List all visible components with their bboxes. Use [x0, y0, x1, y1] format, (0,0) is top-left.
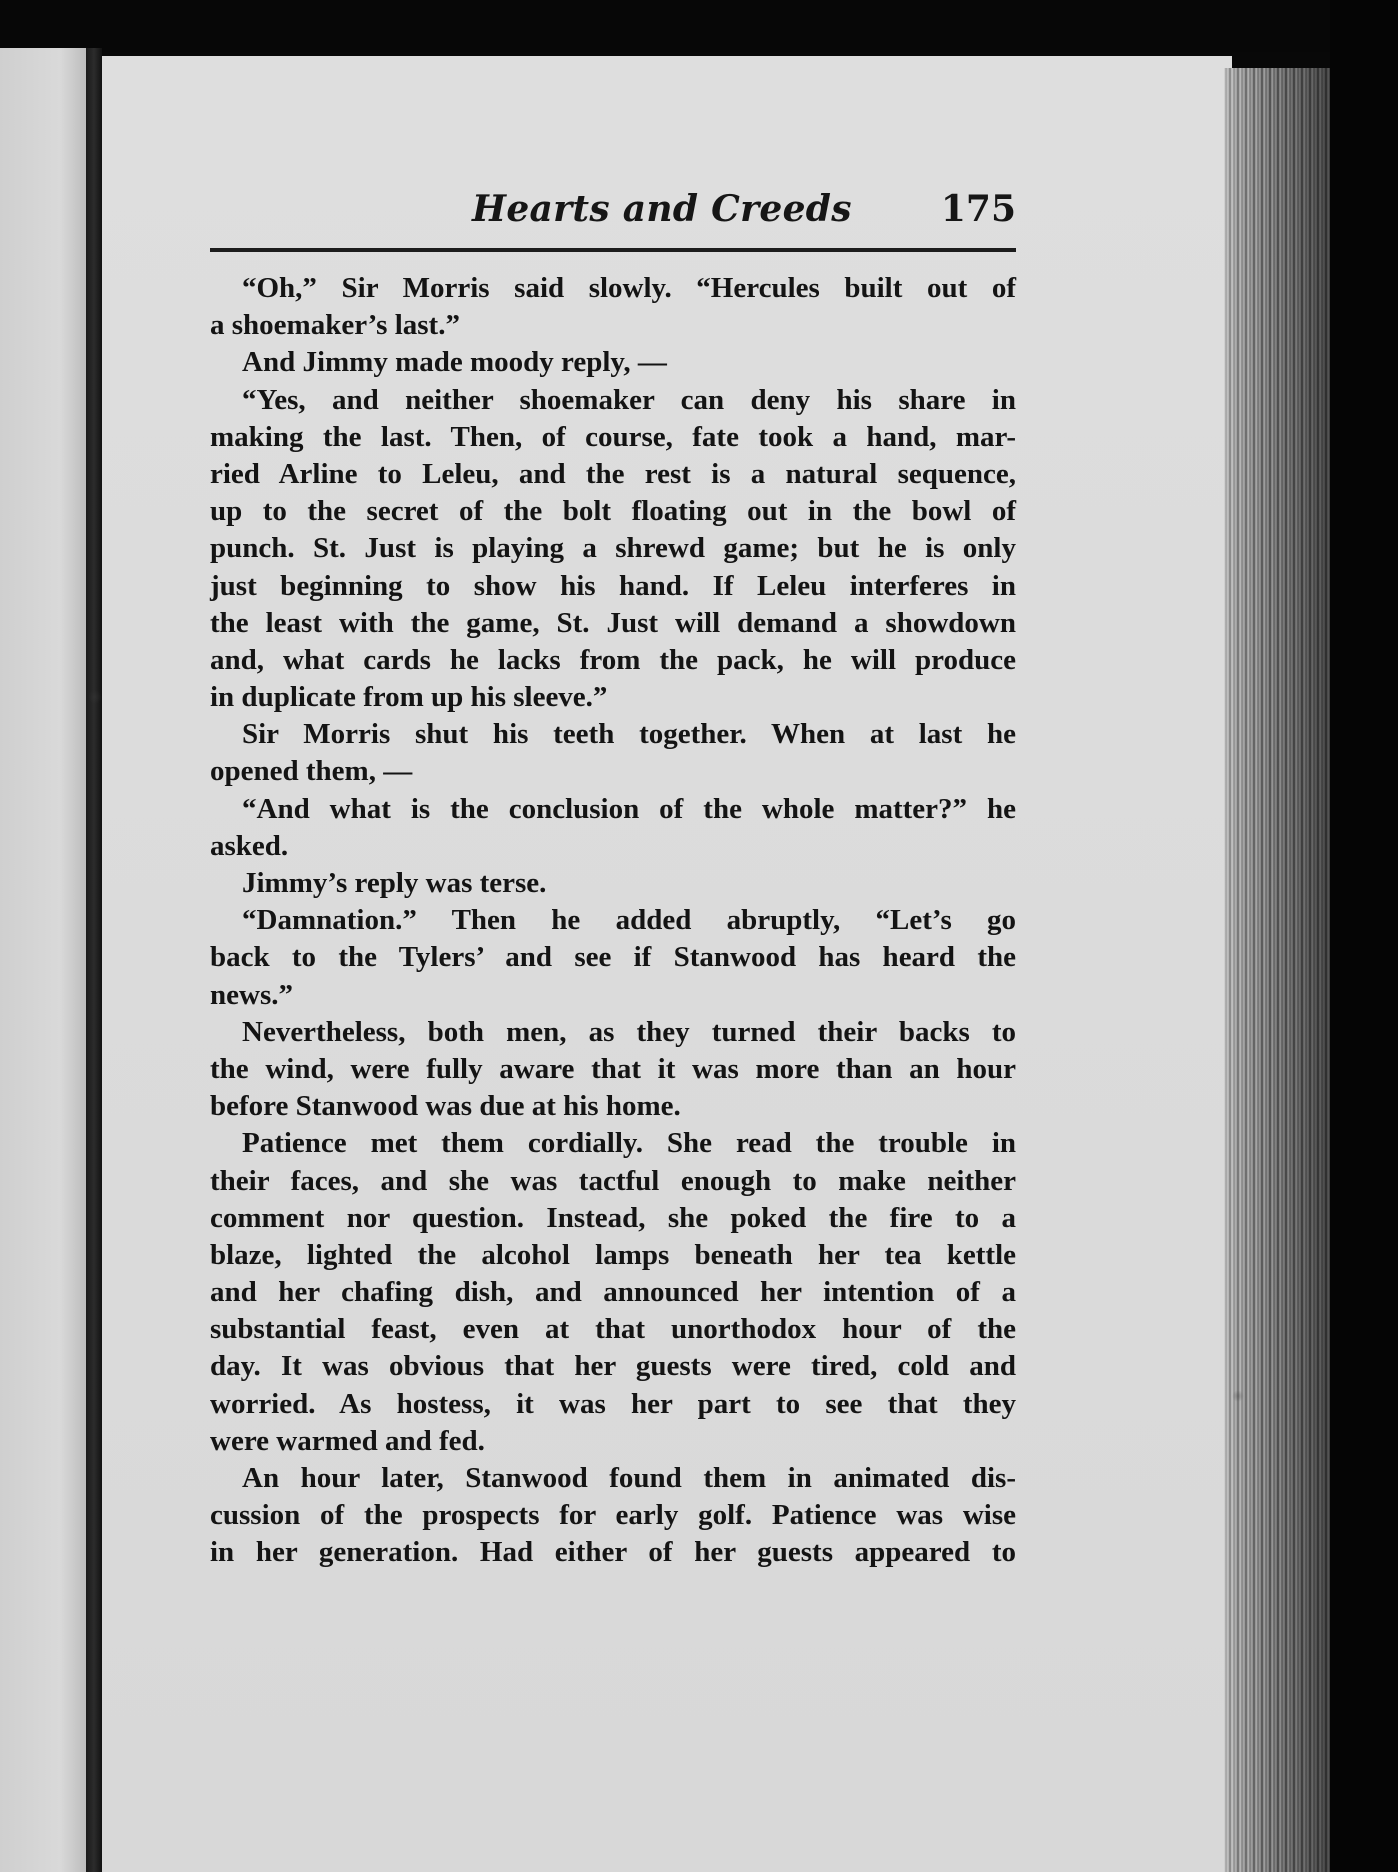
text-line: up to the secret of the bolt floating out in the bowl of	[210, 495, 1016, 528]
scan-right-border	[1330, 0, 1398, 1872]
text-line: “Oh,” Sir Morris said slowly. “Hercules built out of	[242, 272, 1016, 304]
book-gutter	[86, 48, 102, 1872]
text-line: were warmed and fed.	[210, 1424, 485, 1457]
text-line: cussion of the prospects for early golf. Patience was wise	[210, 1499, 1016, 1532]
text-line: the least with the game, St. Just will demand a showdown	[210, 606, 1016, 639]
text-line: making the last. Then, of course, fate took a hand, mar-	[210, 420, 1016, 453]
text-line: the wind, were fully aware that it was more than an hour	[210, 1052, 1016, 1085]
text-line: substantial feast, even at that unorthodox hour of the	[210, 1313, 1016, 1346]
facing-page-edge	[0, 48, 86, 1872]
text-line: ried Arline to Leleu, and the rest is a natural sequence,	[210, 457, 1016, 490]
running-header	[210, 188, 1016, 238]
text-line: worried. As hostess, it was her part to see that they	[210, 1387, 1016, 1420]
scan-top-border	[0, 0, 1398, 52]
page-edge-shadow	[1224, 68, 1330, 1872]
text-line: Nevertheless, both men, as they turned their backs to	[242, 1015, 1016, 1048]
text-line: asked.	[210, 829, 289, 862]
text-line: and, what cards he lacks from the pack, he will produce	[210, 643, 1016, 676]
text-line: And Jimmy made moody reply, —	[242, 346, 667, 379]
text-line: Sir Morris shut his teeth together. When at last he	[242, 718, 1016, 751]
text-line: “And what is the conclusion of the whole matter?” he	[242, 792, 1016, 825]
text-line: comment nor question. Instead, she poked the fire to a	[210, 1201, 1016, 1234]
page-number: 175	[940, 188, 1016, 230]
text-line: news.”	[210, 978, 293, 1011]
text-line: opened them, —	[210, 755, 413, 788]
text-line: day. It was obvious that her guests were tired, cold and	[210, 1350, 1016, 1383]
scan-speck	[1232, 1390, 1244, 1402]
text-line: and her chafing dish, and announced her intention of a	[210, 1276, 1016, 1309]
text-line: a shoemaker’s last.”	[210, 309, 460, 342]
body-text	[210, 270, 1016, 1572]
text-line: in duplicate from up his sleeve.”	[210, 681, 608, 714]
text-line: in her generation. Had either of her guests appeared to	[210, 1536, 1016, 1569]
text-line: Patience met them cordially. She read the trouble in	[242, 1127, 1016, 1160]
text-line: “Yes, and neither shoemaker can deny his share in	[242, 383, 1016, 416]
text-line: just beginning to show his hand. If Leleu interferes in	[210, 569, 1016, 602]
text-line: back to the Tylers’ and see if Stanwood has heard the	[210, 941, 1016, 974]
header-rule	[210, 248, 1016, 252]
text-line: An hour later, Stanwood found them in animated dis-	[242, 1462, 1016, 1494]
text-line: Jimmy’s reply was terse.	[242, 867, 547, 899]
text-line: blaze, lighted the alcohol lamps beneath her tea kettle	[210, 1238, 1016, 1271]
running-title: Hearts and Creeds	[472, 188, 852, 230]
text-line: before Stanwood was due at his home.	[210, 1090, 681, 1123]
text-line: their faces, and she was tactful enough to make neither	[210, 1164, 1016, 1197]
scan-speck	[88, 690, 102, 704]
text-line: “Damnation.” Then he added abruptly, “Let’s go	[242, 904, 1016, 937]
text-line: punch. St. Just is playing a shrewd game; but he is only	[210, 532, 1016, 565]
